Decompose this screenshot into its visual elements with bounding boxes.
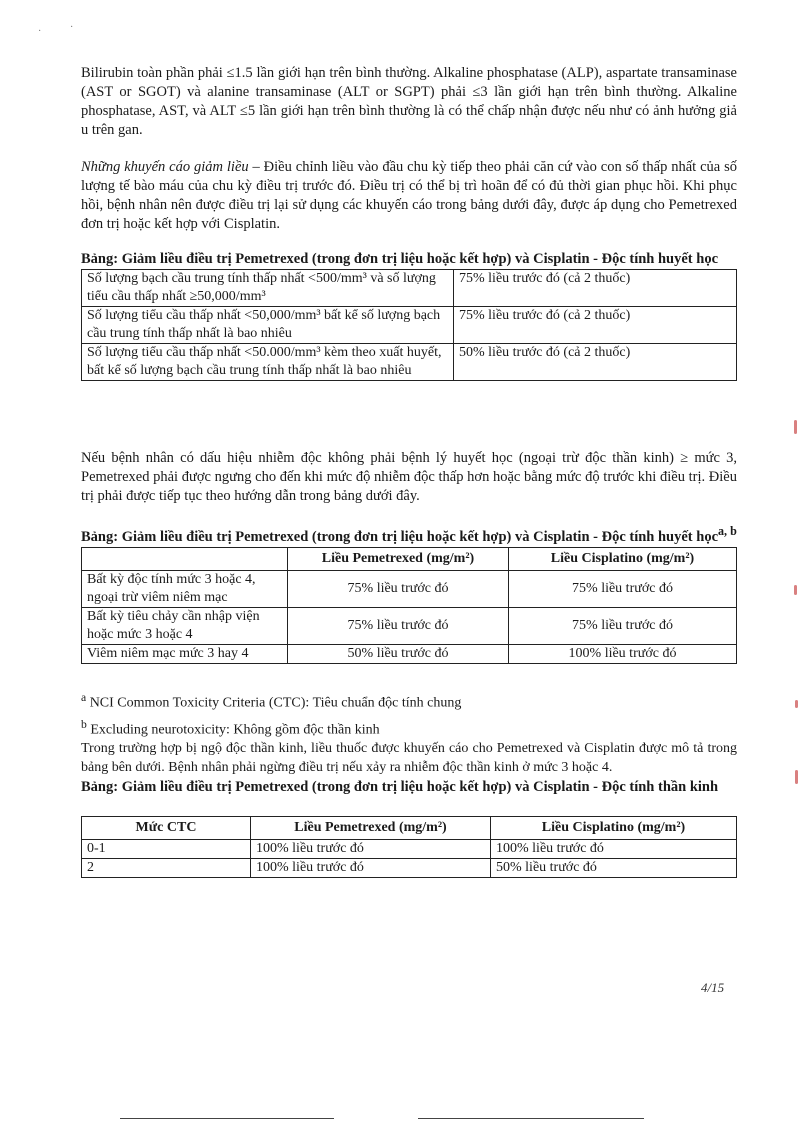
dose-cell: 100% liều trước đó [491,840,737,859]
table-row [82,570,737,607]
toxicity-cell: Viêm niêm mạc mức 3 hay 4 [82,644,288,663]
edge-mark [794,585,797,595]
table-body [81,816,737,878]
table-caption: Bảng: Giảm liều điều trị Pemetrexed (trong đơn trị liệu hoặc kết hợp) và Cisplatin - Độc tính huyết học$^{a, b}$ [81,524,737,545]
table-caption: Bảng: Giảm liều điều trị Pemetrexed (trong đơn trị liệu hoặc kết hợp) và Cisplatin - Độc tính huyết học [81,251,719,267]
condition-cell: Số lượng bạch cầu trung tính thấp nhất <500/mm³ và số lượng tiểu cầu thấp nhất ≥50,000/mm³ [82,270,454,307]
paragraph-text: Bilirubin toàn phần phải ≤1.5 lần giới hạn trên bình thường. Alkaline phosphatase (ALP), aspartate transaminase (AST or SGOT) và alanine transaminase (ALT or SGPT) phải ≤3 lần giới hạn trên bình thường. Alkaline phosphatase, AST, và ALT ≤5 lần giới hạn trên bình thường là có thể chấp nhận được nếu như có ảnh hưởng giả u trên gan. [81,65,737,138]
table-row [82,607,737,644]
toxicity-cell: Bất kỳ độc tính mức 3 hoặc 4, ngoại trừ viêm niêm mạc [82,570,288,607]
toxicity-cell: Bất kỳ tiêu chảy cần nhập viện hoặc mức 3 hoặc 4 [82,607,288,644]
table-body [81,547,737,664]
edge-mark [794,420,797,434]
edge-mark [795,770,798,784]
column-header: Liều Pemetrexed (mg/m²) [288,547,509,570]
dose-cell: 100% liều trước đó [251,859,491,878]
table-neurotoxicity [81,778,737,878]
column-header [82,547,288,570]
paragraph-text: – Điều chỉnh liều vào đầu chu kỳ tiếp theo phải căn cứ vào con số thấp nhất của số lượng tế bào máu của chu kỳ điều trị trước đó. Điều trị có thể bị trì hoãn để có đủ thời gian phục hồi. Khi phục hồi, bệnh nhân nên được điều trị lại sử dụng các khuyến cáo trong bảng dưới đây, được áp dụng cho Pemetrexed đơn trị hoặc kết hợp với Cisplatin. [81,159,737,232]
condition-cell: Số lượng tiểu cầu thấp nhất <50,000/mm³ bất kể số lượng bạch cầu trung tính thấp nhất là bao nhiêu [82,307,454,344]
table-row [82,859,737,878]
ctc-level-cell: 0-1 [82,840,251,859]
table-hematologic-toxicity [81,250,737,381]
paragraph-lead: Những khuyến cáo giảm liều [81,159,249,175]
table-footnotes [81,688,737,777]
caption-superscript: a, b [718,524,737,538]
table-non-hematologic-toxicity [81,522,737,664]
bottom-rule [120,1118,334,1119]
dose-cell: 50% liều trước đó [288,644,509,663]
column-header: Mức CTC [82,817,251,840]
dose-cell: 100% liều trước đó [251,840,491,859]
footnote-a: $^a$ NCI Common Toxicity Criteria (CTC): Tiêu chuẩn độc tính chung [81,691,462,711]
table-body [81,269,737,381]
header-row [82,547,737,570]
bottom-rule [418,1118,644,1119]
condition-cell: Số lượng tiểu cầu thấp nhất <50.000/mm³ kèm theo xuất huyết, bất kể số lượng bạch cầu trung tính thấp nhất là bao nhiêu [82,344,454,381]
footnote-b: $^b$ Excluding neurotoxicity: Không gồm độc thần kinh [81,717,380,738]
table-row [82,840,737,859]
paragraph-dose-reduction [81,158,737,234]
dose-cell: 75% liều trước đó [288,570,509,607]
scan-speck: · [70,22,74,33]
table-row [82,344,737,381]
table-row [82,644,737,663]
header-row [82,817,737,840]
table-row [82,270,737,307]
dose-cell: 75% liều trước đó [509,570,737,607]
dose-cell: 75% liều trước đó [509,607,737,644]
ctc-level-cell: 2 [82,859,251,878]
paragraph-text: Nếu bệnh nhân có dấu hiệu nhiễm độc không phải bệnh lý huyết học (ngoại trừ độc thần kinh) ≥ mức 3, Pemetrexed phải được ngưng cho đến khi mức độ nhiễm độc thấp hơn hoặc bằng mức độ trước khi điều trị. Điều trị phải được tiếp tục theo hướng dẫn trong bảng dưới đây. [81,450,737,504]
dose-cell: 50% liều trước đó [491,859,737,878]
dose-cell: 75% liều trước đó (cả 2 thuốc) [454,270,737,307]
paragraph-liver-function [81,64,737,140]
neurotoxicity-note: Trong trường hợp bị ngộ độc thần kinh, liều thuốc được khuyến cáo cho Pemetrexed và Cisplatin được mô tả trong bảng bên dưới. Bệnh nhân phải ngừng điều trị nếu xảy ra nhiễm độc thần kinh ở mức 3 hoặc 4. [81,741,737,776]
column-header: Liều Cisplatino (mg/m²) [491,817,737,840]
column-header: Liều Pemetrexed (mg/m²) [251,817,491,840]
dose-cell: 75% liều trước đó (cả 2 thuốc) [454,307,737,344]
column-header: Liều Cisplatino (mg/m²) [509,547,737,570]
table-caption: Bảng: Giảm liều điều trị Pemetrexed (trong đơn trị liệu hoặc kết hợp) và Cisplatin - Độc tính thần kinh [81,779,719,795]
dose-cell: 50% liều trước đó (cả 2 thuốc) [454,344,737,381]
scan-speck: · [38,26,42,37]
paragraph-non-hematologic [81,449,737,506]
dose-cell: 75% liều trước đó [288,607,509,644]
dose-cell: 100% liều trước đó [509,644,737,663]
edge-mark [795,700,798,708]
table-row [82,307,737,344]
page-number: 4/15 [701,980,725,995]
